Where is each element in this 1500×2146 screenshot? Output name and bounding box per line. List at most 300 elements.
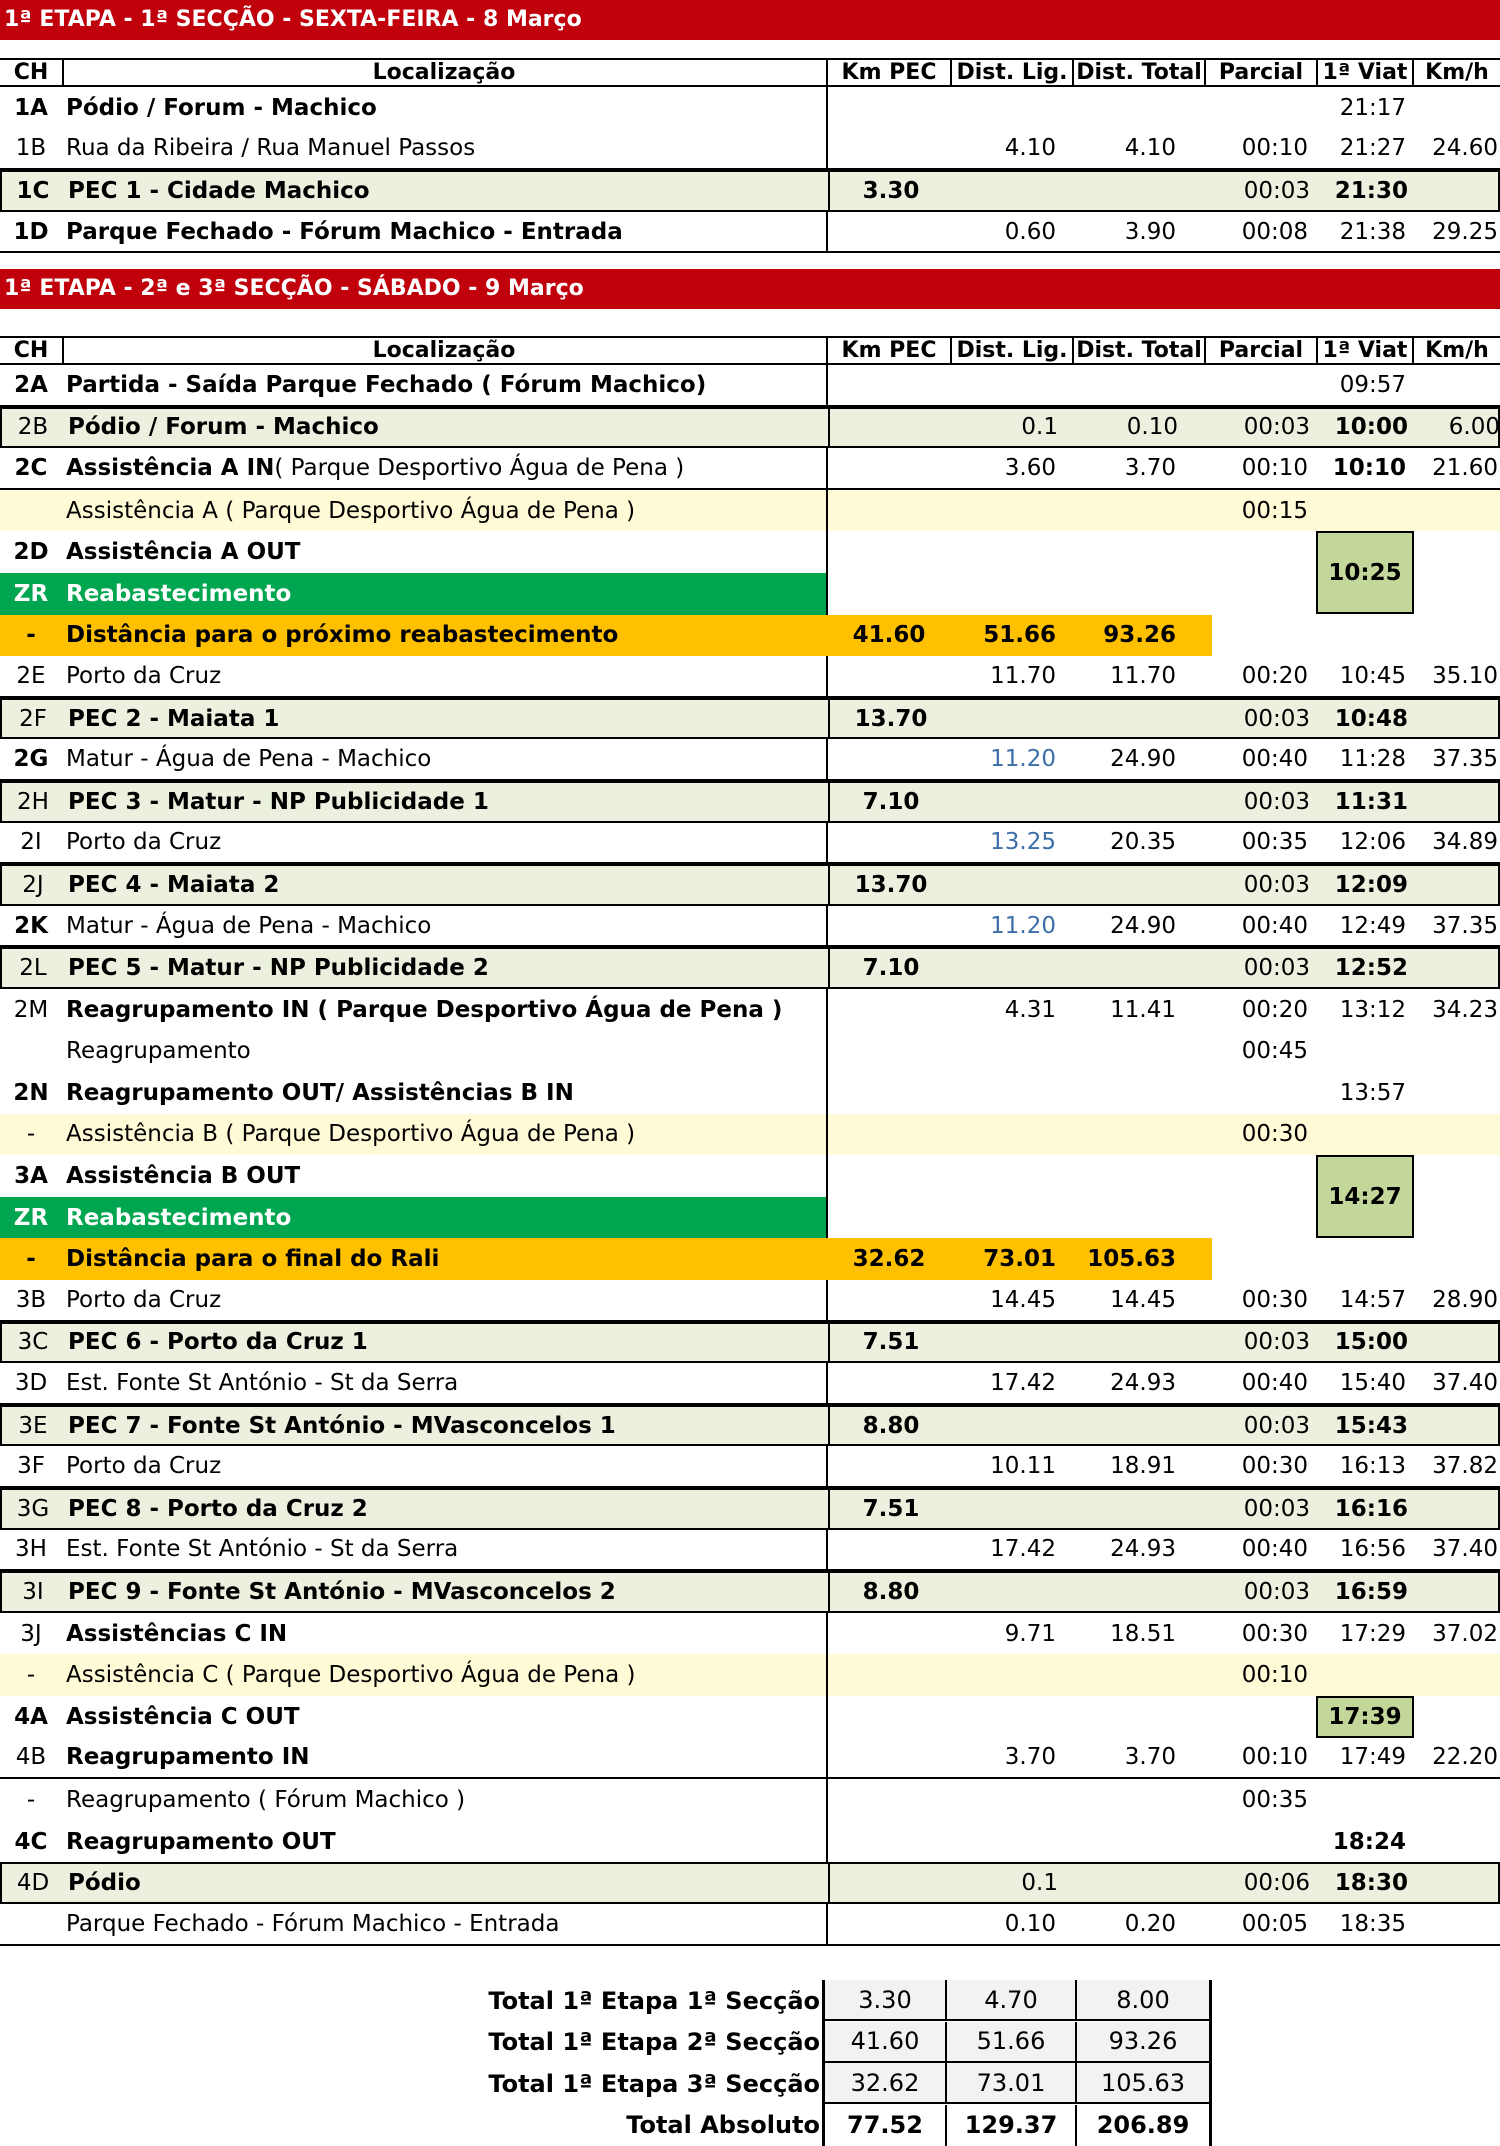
cell-par: 00:20	[1241, 996, 1308, 1023]
table-row	[0, 407, 1500, 449]
cell-loc: Distância para o próximo reabastecimento	[66, 622, 619, 649]
cell-km	[828, 906, 950, 946]
totals-label: Total 1ª Etapa 1ª Secção	[488, 1986, 820, 2015]
cell-loc: Localização	[372, 60, 516, 85]
cell-lig: 51.66	[983, 622, 1056, 649]
cell-kmh	[1414, 1072, 1500, 1114]
cell-tot	[1076, 949, 1206, 987]
table-row	[0, 1197, 1500, 1239]
totals-cell-a: 3.30	[825, 1980, 947, 2021]
cell-kmh	[1414, 1654, 1500, 1696]
cell-tot	[1074, 1821, 1204, 1863]
cell-ch: -	[26, 1246, 36, 1273]
cell-par: 00:06	[1243, 1870, 1310, 1897]
cell-par: 00:03	[1243, 1495, 1310, 1522]
cell-kmh	[1414, 1031, 1500, 1073]
cell-ch: 2C	[14, 454, 48, 481]
cell-ch: 3C	[17, 1329, 49, 1356]
cell-loc: Est. Fonte St António - St da Serra	[66, 1536, 459, 1563]
cell-loc: Matur - Água de Pena - Machico	[66, 912, 432, 939]
cell-lig	[954, 1573, 1074, 1611]
cell-par: 00:03	[1243, 177, 1310, 204]
cell-km	[828, 1654, 950, 1696]
cell-via: 18:35	[1339, 1910, 1406, 1937]
cell-lig: 0.1	[1021, 1870, 1058, 1897]
cell-ch: ZR	[13, 1204, 49, 1231]
cell-lig: 9.71	[1004, 1620, 1056, 1647]
cell-km	[828, 1197, 950, 1239]
cell-ch	[0, 490, 62, 532]
cell-lig	[954, 1324, 1074, 1362]
cell-kmh	[1414, 1696, 1500, 1738]
cell-ch: -	[26, 1121, 36, 1148]
cell-par	[1206, 1821, 1316, 1863]
cell-lig	[952, 1155, 1072, 1197]
cell-lig	[954, 1490, 1074, 1528]
table-row	[0, 947, 1500, 989]
cell-km: 8.80	[862, 1579, 920, 1606]
cell-kmh	[1414, 531, 1500, 573]
cell-lig: Dist. Lig.	[956, 338, 1068, 363]
cell-ch: 2L	[19, 955, 47, 982]
cell-tot: 93.26	[1103, 622, 1176, 649]
cell-km: 41.60	[852, 622, 926, 649]
table-row	[0, 1821, 1500, 1863]
cell-par: 00:10	[1241, 1744, 1308, 1771]
cell-loc: PEC 3 - Matur - NP Publicidade 1	[68, 788, 489, 815]
cell-via: 15:43	[1334, 1412, 1408, 1439]
cell-loc: Reabastecimento	[66, 580, 292, 607]
cell-lig: 11.20	[990, 912, 1056, 939]
cell-via: 13:57	[1339, 1079, 1406, 1106]
totals-cell-b: 73.01	[947, 2063, 1077, 2104]
cell-km: 32.62	[852, 1246, 926, 1273]
cell-via: 10:45	[1339, 662, 1406, 689]
cell-kmh: Km/h	[1425, 60, 1489, 85]
cell-kmh: 37.82	[1432, 1453, 1498, 1480]
cell-kmh	[1416, 1490, 1500, 1528]
cell-par	[1206, 1155, 1316, 1197]
cell-lig	[954, 949, 1074, 987]
cell-tot: 4.10	[1124, 135, 1176, 162]
cell-via: 12:52	[1334, 955, 1408, 982]
cell-kmh	[1416, 700, 1500, 738]
cell-ch: 3D	[14, 1370, 48, 1397]
table-row	[0, 1862, 1500, 1904]
cell-loc: Rua da Ribeira / Rua Manuel Passos	[66, 135, 476, 162]
cell-par: 00:30	[1241, 1286, 1308, 1313]
cell-km: Km PEC	[841, 60, 937, 85]
cell-via: 17:49	[1339, 1744, 1406, 1771]
cell-via	[1318, 1114, 1412, 1156]
table-row	[0, 170, 1500, 212]
cell-par: 00:35	[1241, 1786, 1308, 1813]
cell-par: 00:03	[1243, 788, 1310, 815]
cell-loc: Reagrupamento OUT/ Assistências B IN	[66, 1079, 574, 1106]
cell-kmh	[1414, 615, 1500, 657]
cell-par	[1206, 573, 1316, 615]
cell-loc: PEC 1 - Cidade Machico	[68, 177, 370, 204]
cell-kmh: 22.20	[1432, 1744, 1498, 1771]
cell-via: 14:57	[1339, 1286, 1406, 1313]
cell-ch: 2J	[22, 871, 44, 898]
cell-tot: 24.90	[1110, 912, 1176, 939]
section2-table	[0, 336, 1500, 1946]
cell-ch: CH	[13, 60, 49, 85]
cell-km: 7.51	[862, 1329, 920, 1356]
table-row	[0, 1155, 1500, 1197]
cell-via	[1318, 1238, 1412, 1280]
cell-kmh: 37.02	[1432, 1620, 1498, 1647]
cell-via: 17:39	[1316, 1696, 1414, 1738]
cell-ch: 4A	[14, 1703, 48, 1730]
cell-lig	[952, 1654, 1072, 1696]
cell-par: Parcial	[1218, 338, 1304, 363]
cell-loc: Assistências C IN	[66, 1620, 288, 1647]
cell-kmh	[1416, 1864, 1500, 1902]
cell-ch: -	[26, 1786, 36, 1813]
cell-km	[828, 1779, 950, 1821]
cell-loc: Assistência B OUT	[66, 1163, 301, 1190]
cell-via: 1ª Viat	[1322, 60, 1408, 85]
cell-tot	[1076, 1573, 1206, 1611]
cell-kmh	[1414, 365, 1500, 405]
cell-tot	[1074, 1779, 1204, 1821]
cell-loc: PEC 5 - Matur - NP Publicidade 2	[68, 955, 489, 982]
cell-par: 00:05	[1241, 1910, 1308, 1937]
cell-par: 00:30	[1241, 1453, 1308, 1480]
cell-loc: Partida - Saída Parque Fechado ( Fórum Machico)	[66, 371, 707, 398]
cell-par: 00:03	[1243, 871, 1310, 898]
loc-detail: ( Parque Desportivo Água de Pena )	[274, 454, 685, 481]
cell-tot	[1074, 1654, 1204, 1696]
cell-par	[1206, 1696, 1316, 1738]
cell-loc: Reagrupamento ( Fórum Machico )	[66, 1786, 466, 1813]
cell-ch: 2E	[16, 662, 46, 689]
table-row	[0, 1280, 1500, 1322]
cell-via	[1318, 615, 1412, 657]
cell-par: 00:40	[1241, 912, 1308, 939]
table-row	[0, 906, 1500, 948]
cell-kmh: 35.10	[1432, 662, 1498, 689]
cell-loc: Est. Fonte St António - St da Serra	[66, 1370, 459, 1397]
cell-tot	[1074, 1031, 1204, 1073]
cell-kmh	[1414, 1238, 1500, 1280]
totals-cell-a: 41.60	[825, 2022, 947, 2063]
cell-ch: 2M	[13, 996, 49, 1023]
cell-lig	[952, 1821, 1072, 1863]
cell-lig: 0.60	[1004, 218, 1056, 245]
cell-via: 11:31	[1334, 788, 1408, 815]
cell-loc: Distância para o final do Rali	[66, 1246, 440, 1273]
cell-kmh: 37.35	[1432, 912, 1498, 939]
cell-kmh	[1414, 490, 1500, 532]
cell-kmh: 29.25	[1432, 218, 1498, 245]
cell-km	[828, 1280, 950, 1320]
cell-km	[828, 365, 950, 405]
cell-tot	[1074, 365, 1204, 405]
table-row	[0, 1446, 1500, 1488]
cell-via: 11:28	[1339, 746, 1406, 773]
cell-ch: 2K	[14, 912, 48, 939]
cell-lig	[954, 172, 1074, 210]
cell-via: 16:13	[1339, 1453, 1406, 1480]
cell-loc: Assistência A IN ( Parque Desportivo Água de Pena )	[66, 454, 685, 481]
cell-lig: 11.20	[990, 746, 1056, 773]
cell-via: 16:59	[1334, 1579, 1408, 1606]
cell-par: 00:35	[1241, 829, 1308, 856]
cell-ch: 2F	[19, 705, 47, 732]
cell-kmh	[1416, 1407, 1500, 1445]
cell-ch: 4D	[16, 1870, 50, 1897]
cell-lig: 10.11	[990, 1453, 1056, 1480]
cell-via: 13:12	[1339, 996, 1406, 1023]
cell-par: 00:40	[1241, 1370, 1308, 1397]
cell-ch: -	[26, 622, 36, 649]
cell-ch	[0, 1904, 62, 1944]
cell-par	[1206, 615, 1316, 657]
cell-par: 00:03	[1243, 955, 1310, 982]
table-row	[0, 698, 1500, 740]
table-row	[0, 87, 1500, 129]
cell-kmh	[1416, 866, 1500, 904]
cell-kmh: 34.89	[1432, 829, 1498, 856]
cell-par: 00:45	[1241, 1038, 1308, 1065]
cell-loc: Pódio / Forum - Machico	[68, 414, 379, 441]
cell-par: 00:15	[1241, 497, 1308, 524]
cell-km	[828, 490, 950, 532]
cell-lig	[954, 1407, 1074, 1445]
cell-tot	[1076, 172, 1206, 210]
cell-loc: Reagrupamento	[66, 1038, 251, 1065]
cell-ch: 1B	[15, 135, 47, 162]
cell-via: 21:17	[1339, 94, 1406, 121]
section1-table	[0, 58, 1500, 253]
cell-lig	[952, 1197, 1072, 1239]
cell-kmh	[1414, 1197, 1500, 1239]
merged-time-cell: 10:25	[1316, 531, 1414, 614]
cell-kmh: 37.40	[1432, 1536, 1498, 1563]
cell-lig	[952, 1072, 1072, 1114]
table-row	[0, 490, 1500, 532]
table-row	[0, 823, 1500, 865]
totals-label: Total 1ª Etapa 3ª Secção	[488, 2069, 820, 2098]
totals-label: Total 1ª Etapa 2ª Secção	[488, 2028, 820, 2056]
cell-tot: 0.10	[1126, 414, 1178, 441]
cell-tot: 24.93	[1110, 1536, 1176, 1563]
cell-tot: 11.41	[1110, 996, 1176, 1023]
table-row	[0, 1738, 1500, 1780]
totals-cell-b: 4.70	[947, 1980, 1077, 2021]
totals-row	[0, 2105, 1500, 2146]
cell-kmh: 37.40	[1432, 1370, 1498, 1397]
cell-ch: 1A	[14, 94, 48, 121]
cell-km	[828, 823, 950, 863]
cell-kmh: 24.60	[1432, 135, 1498, 162]
cell-tot: 0.20	[1124, 1910, 1176, 1937]
cell-ch: 2H	[17, 788, 49, 815]
cell-km	[828, 212, 950, 252]
cell-km	[828, 1031, 950, 1073]
cell-km	[828, 1363, 950, 1403]
cell-km: 7.51	[862, 1495, 920, 1522]
table-row	[0, 448, 1500, 490]
totals-cell-b: 51.66	[947, 2022, 1077, 2063]
cell-km	[828, 448, 950, 488]
cell-km: 13.70	[854, 871, 928, 898]
cell-kmh: 34.23	[1432, 996, 1498, 1023]
cell-loc: Porto da Cruz	[66, 1286, 222, 1313]
totals-label: Total Absoluto	[626, 2111, 820, 2139]
cell-tot: 3.90	[1124, 218, 1176, 245]
cell-par	[1206, 365, 1316, 405]
cell-lig: 73.01	[983, 1246, 1056, 1273]
cell-tot	[1076, 1490, 1206, 1528]
table-row	[0, 1571, 1500, 1613]
cell-via: 1ª Viat	[1322, 338, 1408, 363]
cell-km	[828, 1155, 950, 1197]
cell-ch: 3I	[22, 1579, 44, 1606]
cell-kmh	[1416, 1573, 1500, 1611]
cell-kmh: 21.60	[1432, 454, 1498, 481]
table-row	[0, 656, 1500, 698]
cell-kmh	[1414, 1114, 1500, 1156]
cell-km	[830, 409, 952, 447]
cell-par: 00:10	[1241, 454, 1308, 481]
cell-tot: Dist. Total	[1076, 60, 1202, 85]
totals-row	[0, 1980, 1500, 2021]
cell-km	[828, 129, 950, 169]
cell-par: 00:03	[1243, 1412, 1310, 1439]
cell-lig: 3.60	[1004, 454, 1056, 481]
table-row	[0, 1363, 1500, 1405]
table-row	[0, 1696, 1500, 1738]
cell-ch: CH	[13, 338, 49, 363]
table-row	[0, 365, 1500, 407]
table-row	[0, 1654, 1500, 1696]
cell-km	[828, 1530, 950, 1570]
cell-lig: 17.42	[990, 1536, 1056, 1563]
cell-tot: 18.51	[1110, 1620, 1176, 1647]
cell-km: 13.70	[854, 705, 928, 732]
cell-kmh	[1414, 87, 1500, 129]
cell-km	[828, 739, 950, 779]
cell-loc: PEC 6 - Porto da Cruz 1	[68, 1329, 368, 1356]
cell-par: 00:10	[1241, 1662, 1308, 1689]
cell-via: 12:49	[1339, 912, 1406, 939]
cell-loc: PEC 2 - Maiata 1	[68, 705, 280, 732]
cell-via: 21:30	[1334, 177, 1408, 204]
cell-tot: 20.35	[1110, 829, 1176, 856]
cell-via: 12:09	[1334, 871, 1408, 898]
cell-par: 00:40	[1241, 1536, 1308, 1563]
cell-via: 16:16	[1334, 1495, 1408, 1522]
cell-lig	[954, 783, 1074, 821]
cell-loc: Parque Fechado - Fórum Machico - Entrada	[66, 1910, 560, 1937]
cell-lig: 17.42	[990, 1370, 1056, 1397]
cell-tot	[1076, 1407, 1206, 1445]
cell-loc: Assistência C OUT	[66, 1703, 300, 1730]
table-row	[0, 739, 1500, 781]
cell-via: 15:40	[1339, 1370, 1406, 1397]
cell-ch: 4B	[15, 1744, 47, 1771]
cell-lig	[952, 1779, 1072, 1821]
cell-lig: 11.70	[990, 662, 1056, 689]
cell-par: 00:03	[1243, 1329, 1310, 1356]
cell-loc: Matur - Água de Pena - Machico	[66, 746, 432, 773]
cell-ch: 3G	[16, 1495, 50, 1522]
cell-via: 10:00	[1334, 414, 1408, 441]
cell-loc: PEC 8 - Porto da Cruz 2	[68, 1495, 368, 1522]
cell-kmh	[1414, 573, 1500, 615]
cell-kmh	[1414, 1904, 1500, 1944]
cell-tot: 24.90	[1110, 746, 1176, 773]
cell-lig	[952, 531, 1072, 573]
cell-km	[828, 1072, 950, 1114]
cell-km	[828, 531, 950, 573]
cell-via	[1318, 1779, 1412, 1821]
cell-kmh: 6.00	[1448, 414, 1500, 441]
cell-loc: Pódio	[68, 1870, 141, 1897]
cell-loc: Localização	[372, 338, 516, 363]
cell-tot	[1074, 490, 1204, 532]
cell-km	[828, 87, 950, 129]
table-row	[0, 1072, 1500, 1114]
cell-ch: 3F	[17, 1453, 45, 1480]
table-row	[0, 1530, 1500, 1572]
section2-banner: 1ª ETAPA - 2ª e 3ª SECÇÃO - SÁBADO - 9 Março	[0, 269, 1500, 309]
cell-par: 00:30	[1241, 1620, 1308, 1647]
cell-loc: Porto da Cruz	[66, 662, 222, 689]
table-row	[0, 1488, 1500, 1530]
cell-ch: 2B	[17, 414, 49, 441]
cell-lig: 3.70	[1004, 1744, 1056, 1771]
cell-loc: Reagrupamento OUT	[66, 1828, 336, 1855]
cell-via: 10:10	[1332, 454, 1406, 481]
cell-lig: Dist. Lig.	[956, 60, 1068, 85]
cell-km	[830, 1864, 952, 1902]
cell-ch: 4C	[14, 1828, 48, 1855]
cell-par: 00:20	[1241, 662, 1308, 689]
cell-lig: 14.45	[990, 1286, 1056, 1313]
cell-km	[828, 1613, 950, 1655]
cell-kmh	[1416, 172, 1500, 210]
table-row	[0, 615, 1500, 657]
cell-loc: Reagrupamento IN ( Parque Desportivo Água de Pena )	[66, 996, 783, 1023]
cell-par: 00:03	[1243, 705, 1310, 732]
totals-cell-a: 32.62	[825, 2063, 947, 2104]
cell-lig	[952, 1114, 1072, 1156]
table-row	[0, 531, 1500, 573]
cell-tot	[1074, 1197, 1204, 1239]
cell-loc: Assistência A ( Parque Desportivo Água de Pena )	[66, 497, 636, 524]
totals-row	[0, 2022, 1500, 2063]
cell-km	[828, 656, 950, 696]
cell-ch: ZR	[13, 580, 49, 607]
cell-lig: 13.25	[990, 829, 1056, 856]
cell-tot	[1076, 1864, 1206, 1902]
cell-tot	[1074, 573, 1204, 615]
totals-cell-c: 206.89	[1077, 2105, 1209, 2146]
table-row	[0, 1405, 1500, 1447]
cell-par	[1206, 1072, 1316, 1114]
cell-via: 16:56	[1339, 1536, 1406, 1563]
cell-par	[1206, 87, 1316, 129]
cell-ch: 2A	[14, 371, 48, 398]
cell-km	[828, 1904, 950, 1944]
table-row	[0, 212, 1500, 254]
cell-ch: 3B	[15, 1286, 47, 1313]
